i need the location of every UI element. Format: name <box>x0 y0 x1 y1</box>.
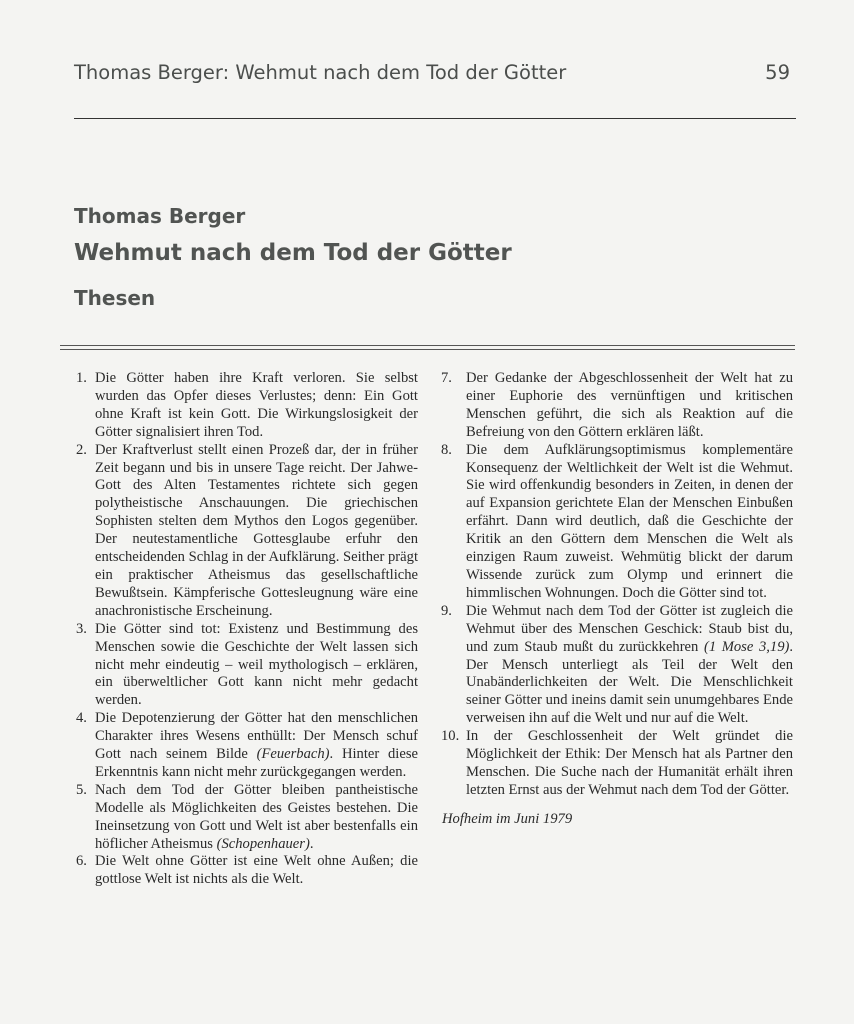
thesis-number: 6. <box>76 853 87 870</box>
thesis-number: 4. <box>76 710 87 727</box>
thesis-text-continued: . Hinter diese Erkenntnis kann nicht mehr zurückgegangen werden. <box>95 746 418 780</box>
section-double-rule <box>60 345 795 350</box>
thesis-number: 5. <box>76 781 87 798</box>
page-number: 59 <box>765 61 790 84</box>
thesis-text-continued: . <box>309 835 314 852</box>
article-subtitle: Thesen <box>74 286 156 310</box>
thesis-item <box>76 853 418 889</box>
thesis-item <box>76 710 418 782</box>
left-column <box>76 370 418 889</box>
thesis-item <box>441 728 793 800</box>
header-rule <box>74 118 796 119</box>
thesis-text: In der Geschlossenheit der Welt gründet die Möglichkeit der Ethik: Der Mensch hat als Partner den Menschen. Die Suche nach der Humanität erhält ihren letzten Ernst aus der Wehmut nach dem Tod der Götter. <box>466 728 793 798</box>
thesis-item <box>441 603 793 728</box>
thesis-number: 9. <box>441 602 452 619</box>
thesis-item <box>76 782 418 854</box>
thesis-number: 10. <box>441 728 460 745</box>
thesis-text: Die Götter sind tot: Existenz und Bestimmung des Menschen sowie die Geschichte der Welt lassen sich nicht mehr eindeutig – weil mythologisch – erklären, ein überweltlicher Gott kann nicht mehr gedacht werden. <box>95 620 418 709</box>
theses-list-right <box>441 370 793 800</box>
thesis-text: Die Götter haben ihre Kraft verloren. Sie selbst wurden das Opfer dieses Verlustes; denn: Ein Gott ohne Kraft ist kein Gott. Die Wirkungslosigkeit der Götter signalisiert ihren Tod. <box>95 370 418 440</box>
thesis-text: Die Depotenzierung der Götter hat den menschlichen Charakter ihres Wesens enthüllt: Der Mensch schuf Gott nach seinem Bilde <box>95 710 418 763</box>
thesis-number: 8. <box>441 441 452 458</box>
place-date: Hofheim im Juni 1979 <box>442 810 573 827</box>
thesis-text: Die Wehmut nach dem Tod der Götter ist zugleich die Wehmut über des Menschen Geschick: Staub bist du, und zum Staub mußt du zurückkehren <box>466 602 793 655</box>
thesis-item <box>441 442 793 603</box>
thesis-citation: (1 Mose 3,19) <box>703 638 790 655</box>
thesis-item <box>76 370 418 442</box>
thesis-citation: (Feuerbach) <box>256 746 330 763</box>
thesis-text-continued: . Der Mensch unterliegt als Teil der Welt den Unabänderlichkeiten der Welt. Die Menschlichkeit seiner Götter und ineins damit sein unumgehbares Ende verweisen ihn auf die Welt und nur auf die Welt. <box>466 638 794 727</box>
thesis-citation: (Schopenhauer) <box>216 835 310 852</box>
thesis-number: 7. <box>441 370 452 386</box>
right-column <box>441 370 793 829</box>
thesis-item <box>76 621 418 711</box>
thesis-text: Der Kraftverlust stellt einen Prozeß dar, der in früher Zeit begann und bis in unsere Tage reicht. Der Jahwe-Gott des Alten Testamentes richtete sich gegen polytheistische Anschauungen. Die griechischen Sophisten stelten dem Mythos den Logos gegenüber. Der neutestamentliche Gottesglaube erfuhr den entscheidenden Schlag in der Aufklärung. Seither prägt ein praktischer Atheismus das gesellschaftliche Bewußtsein. Kämpferische Gottesleugnung wäre eine anachronistische Erscheinung. <box>95 441 418 619</box>
running-head-title: Thomas Berger: Wehmut nach dem Tod der Götter <box>74 61 567 84</box>
article-title: Wehmut nach dem Tod der Götter <box>74 240 512 266</box>
thesis-number: 2. <box>76 441 87 458</box>
thesis-text: Der Gedanke der Abgeschlossenheit der Welt hat zu einer Euphorie des vernünftigen und kritischen Menschen geführt, die sich als Reaktion auf die Befreiung von den Göttern erklären läßt. <box>466 370 793 440</box>
article-author: Thomas Berger <box>74 204 246 228</box>
thesis-number: 3. <box>76 620 87 637</box>
thesis-text: Nach dem Tod der Götter bleiben pantheistische Modelle als Möglichkeiten des Geistes bestehen. Die Ineinsetzung von Gott und Welt ist aber bestenfalls ein höflicher Atheismus <box>95 781 418 852</box>
thesis-item <box>76 442 418 621</box>
thesis-item <box>441 370 793 442</box>
thesis-number: 1. <box>76 370 87 386</box>
running-head <box>74 61 790 84</box>
theses-list-left <box>76 370 418 889</box>
thesis-text: Die Welt ohne Götter ist eine Welt ohne Außen; die gottlose Welt ist nichts als die Welt. <box>95 853 418 888</box>
thesis-text: Die dem Aufklärungsoptimismus komplementäre Konsequenz der Weltlichkeit der Welt ist die Wehmut. Sie wird offenkundig besonders in Zeiten, in denen der auf Expansion gerichtete Elan der Menschen Einbußen erfährt. Dann wird deutlich, daß die Geschichte der Kritik an den Göttern dem Menschen die Welt als einzigen Raum zuweist. Wehmütig blickt der darum Wissende zurück zum Olymp und erinnert die himmlischen Wohnungen. Doch die Götter sind tot. <box>466 441 793 601</box>
